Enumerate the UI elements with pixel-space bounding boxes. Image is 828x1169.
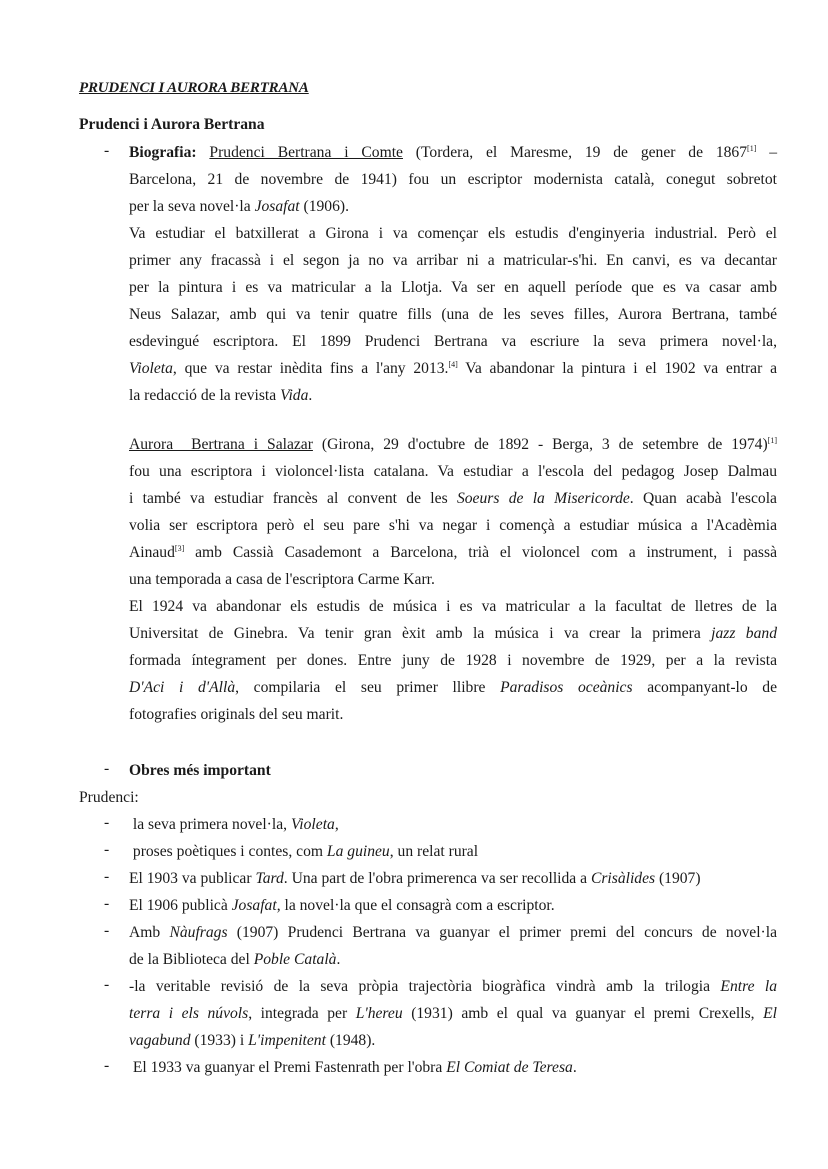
obres-item: El 1906 publicà Josafat, la novel·la que el consagrà com a escriptor. <box>129 897 555 914</box>
bio-line: Ainaud[3] amb Cassià Casademont a Barcelona, trià el violoncel com a instrument, i passà <box>129 544 777 561</box>
bio-line: Barcelona, 21 de novembre de 1941) fou un escriptor modernista català, conegut sobretot <box>129 171 777 188</box>
bio-line: Universitat de Ginebra. Va tenir gran èxit amb la música i va crear la primera jazz band <box>129 625 777 642</box>
aurora-link[interactable]: Aurora Bertrana i Salazar <box>129 436 313 453</box>
obres-item: El 1933 va guanyar el Premi Fastenrath per l'obra El Comiat de Teresa. <box>129 1059 577 1076</box>
obres-item: proses poètiques i contes, com La guineu, un relat rural <box>129 843 479 860</box>
bio-line: Violeta, que va restar inèdita fins a l'any 2013.[4] Va abandonar la pintura i el 1902 va entrar a <box>129 360 778 377</box>
prudenci-label: Prudenci: <box>79 789 139 806</box>
obres-item: Amb Nàufrags (1907) Prudenci Bertrana va guanyar el primer premi del concurs de novel·la de la Biblioteca del Poble Català. <box>129 924 777 968</box>
bio-line: Neus Salazar, amb qui va tenir quatre fills (una de les seves filles, Aurora Bertrana, també <box>129 306 777 323</box>
biografia-label: Biografia <box>129 144 192 161</box>
obres-item: -la veritable revisió de la seva pròpia trajectòria biogràfica vindrà amb la trilogia Entre la terra i els núvols, integrada per L'hereu (1931) amb el qual va guanyar el premi Crexells, El vagabund (1933) i L'impenitent (1948). <box>129 978 778 1049</box>
bio-line: una temporada a casa de l'escriptora Carme Karr. <box>129 571 435 588</box>
bullet-dash: - <box>104 976 110 993</box>
bio-line: esdevingué escriptora. El 1899 Prudenci Bertrana va escriure la seva primera novel·la, <box>129 333 777 350</box>
obres-item: la seva primera novel·la, Violeta, <box>129 816 339 833</box>
bullet-dash: - <box>104 868 110 885</box>
bio-line: D'Aci i d'Allà, compilaria el seu primer llibre Paradisos oceànics acompanyant-lo de <box>129 679 778 696</box>
bio-line: per la seva novel·la Josafat (1906). <box>129 198 349 215</box>
section-heading: Prudenci i Aurora Bertrana <box>79 116 265 133</box>
obres-item: El 1903 va publicar Tard. Una part de l'obra primerenca va ser recollida a Crisàlides (1907) <box>129 870 701 887</box>
bio-line: per la pintura i es va matricular a la Llotja. Va ser en aquell període que es va casar amb <box>129 279 777 296</box>
bullet-dash: - <box>104 760 110 777</box>
obres-heading: Obres més important <box>129 762 271 779</box>
bio-line: i també va estudiar francès al convent de les Soeurs de la Misericorde. Quan acabà l'escola <box>129 490 777 507</box>
bio-line: El 1924 va abandonar els estudis de música i es va matricular a la facultat de lletres de la <box>129 598 777 615</box>
bullet-dash: - <box>104 142 110 159</box>
bio-line: la redacció de la revista Vida. <box>129 387 313 404</box>
bullet-dash: - <box>104 895 110 912</box>
footnote-ref[interactable]: [3] <box>174 544 185 553</box>
bio-line: formada íntegrament per dones. Entre juny de 1928 i novembre de 1929, per a la revista <box>129 652 777 669</box>
bio-line: Aurora Bertrana i Salazar (Girona, 29 d'octubre de 1892 - Berga, 3 de setembre de 1974)[1] <box>129 436 778 453</box>
footnote-ref[interactable]: [1] <box>747 144 757 153</box>
prudenci-link[interactable]: Prudenci Bertrana i Comte <box>209 144 403 161</box>
footnote-ref[interactable]: [1] <box>767 436 778 445</box>
bio-line: primer any fracassà i el segon ja no va arribar ni a matricular-s'hi. En canvi, es va decantar <box>129 252 777 269</box>
footnote-ref[interactable]: [4] <box>448 360 458 369</box>
bullet-dash: - <box>104 922 110 939</box>
bullet-dash: - <box>104 1057 110 1074</box>
biografia-section <box>129 139 777 409</box>
bio-line: fou una escriptora i violoncel·lista catalana. Va estudiar a l'escola del pedagog Josep Dalmau <box>129 463 777 480</box>
bio-line: Biografia: Prudenci Bertrana i Comte (Tordera, el Maresme, 19 de gener de 1867[1] – <box>129 144 777 161</box>
bullet-dash: - <box>104 841 110 858</box>
document-title: PRUDENCI I AURORA BERTRANA <box>79 80 309 96</box>
aurora-section <box>129 431 777 728</box>
bullet-dash: - <box>104 814 110 831</box>
bio-line: volia ser escriptora però el seu pare s'hi va negar i començà a estudiar música a l'Acadèmia <box>129 517 777 534</box>
bio-line: Va estudiar el batxillerat a Girona i va començar els estudis d'enginyeria industrial. Però el <box>129 225 777 242</box>
bio-line: fotografies originals del seu marit. <box>129 706 344 723</box>
